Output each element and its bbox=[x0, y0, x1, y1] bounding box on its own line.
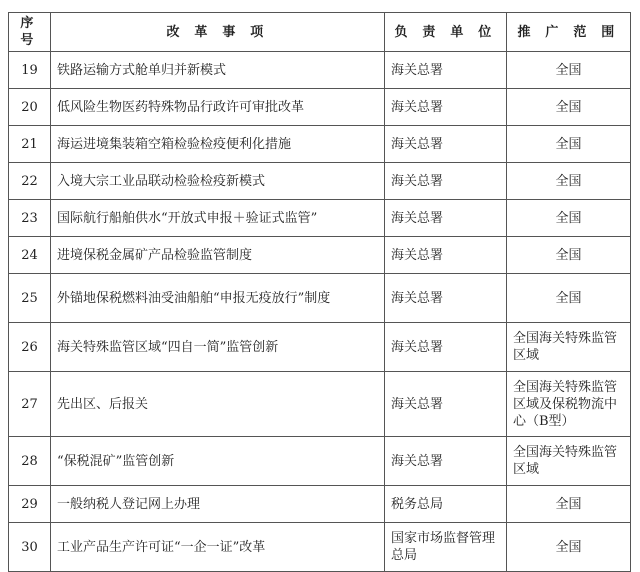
row-scope: 全国 bbox=[507, 126, 631, 163]
row-no: 20 bbox=[9, 89, 51, 126]
row-dept: 海关总署 bbox=[385, 163, 507, 200]
header-item: 改 革 事 项 bbox=[51, 13, 385, 52]
table-row bbox=[9, 437, 631, 486]
row-item: 先出区、后报关 bbox=[51, 372, 385, 437]
row-no: 30 bbox=[9, 523, 51, 572]
row-item: 海关特殊监管区域“四自一简”监管创新 bbox=[51, 323, 385, 372]
row-no: 21 bbox=[9, 126, 51, 163]
row-dept: 海关总署 bbox=[385, 323, 507, 372]
table-row bbox=[9, 163, 631, 200]
header-dept: 负 责 单 位 bbox=[385, 13, 507, 52]
row-scope: 全国海关特殊监管区域及保税物流中心（B型） bbox=[507, 372, 631, 437]
row-no: 27 bbox=[9, 372, 51, 437]
row-scope: 全国 bbox=[507, 52, 631, 89]
row-item: 海运进境集装箱空箱检验检疫便利化措施 bbox=[51, 126, 385, 163]
row-dept: 海关总署 bbox=[385, 372, 507, 437]
row-no: 29 bbox=[9, 486, 51, 523]
row-dept: 国家市场监督管理总局 bbox=[385, 523, 507, 572]
row-item: 铁路运输方式舱单归并新模式 bbox=[51, 52, 385, 89]
row-scope: 全国 bbox=[507, 163, 631, 200]
row-no: 26 bbox=[9, 323, 51, 372]
row-scope: 全国 bbox=[507, 274, 631, 323]
row-item: 低风险生物医药特殊物品行政许可审批改革 bbox=[51, 89, 385, 126]
header-scope: 推 广 范 围 bbox=[507, 13, 631, 52]
table-row bbox=[9, 89, 631, 126]
row-dept: 海关总署 bbox=[385, 89, 507, 126]
table-row bbox=[9, 237, 631, 274]
row-dept: 海关总署 bbox=[385, 200, 507, 237]
row-no: 23 bbox=[9, 200, 51, 237]
row-scope: 全国 bbox=[507, 200, 631, 237]
row-no: 28 bbox=[9, 437, 51, 486]
row-item: 国际航行船舶供水“开放式申报＋验证式监管” bbox=[51, 200, 385, 237]
row-dept: 海关总署 bbox=[385, 237, 507, 274]
row-dept: 税务总局 bbox=[385, 486, 507, 523]
row-item: “保税混矿”监管创新 bbox=[51, 437, 385, 486]
row-dept: 海关总署 bbox=[385, 126, 507, 163]
table-row bbox=[9, 372, 631, 437]
table-row bbox=[9, 323, 631, 372]
row-scope: 全国 bbox=[507, 486, 631, 523]
row-item: 一般纳税人登记网上办理 bbox=[51, 486, 385, 523]
table-row bbox=[9, 126, 631, 163]
row-no: 24 bbox=[9, 237, 51, 274]
row-item: 工业产品生产许可证“一企一证”改革 bbox=[51, 523, 385, 572]
table-header-row bbox=[9, 13, 631, 52]
row-dept: 海关总署 bbox=[385, 274, 507, 323]
row-scope: 全国 bbox=[507, 89, 631, 126]
table-row bbox=[9, 523, 631, 572]
table-row bbox=[9, 486, 631, 523]
table-row bbox=[9, 52, 631, 89]
row-item: 入境大宗工业品联动检验检疫新模式 bbox=[51, 163, 385, 200]
row-scope: 全国海关特殊监管区域 bbox=[507, 437, 631, 486]
row-scope: 全国 bbox=[507, 237, 631, 274]
row-no: 19 bbox=[9, 52, 51, 89]
row-dept: 海关总署 bbox=[385, 437, 507, 486]
row-dept: 海关总署 bbox=[385, 52, 507, 89]
row-no: 22 bbox=[9, 163, 51, 200]
table-row bbox=[9, 200, 631, 237]
table-row bbox=[9, 274, 631, 323]
row-item: 进境保税金属矿产品检验监管制度 bbox=[51, 237, 385, 274]
row-no: 25 bbox=[9, 274, 51, 323]
row-item: 外锚地保税燃料油受油船舶“申报无疫放行”制度 bbox=[51, 274, 385, 323]
header-no: 序号 bbox=[9, 13, 51, 52]
reform-table bbox=[8, 12, 631, 572]
row-scope: 全国海关特殊监管区域 bbox=[507, 323, 631, 372]
row-scope: 全国 bbox=[507, 523, 631, 572]
